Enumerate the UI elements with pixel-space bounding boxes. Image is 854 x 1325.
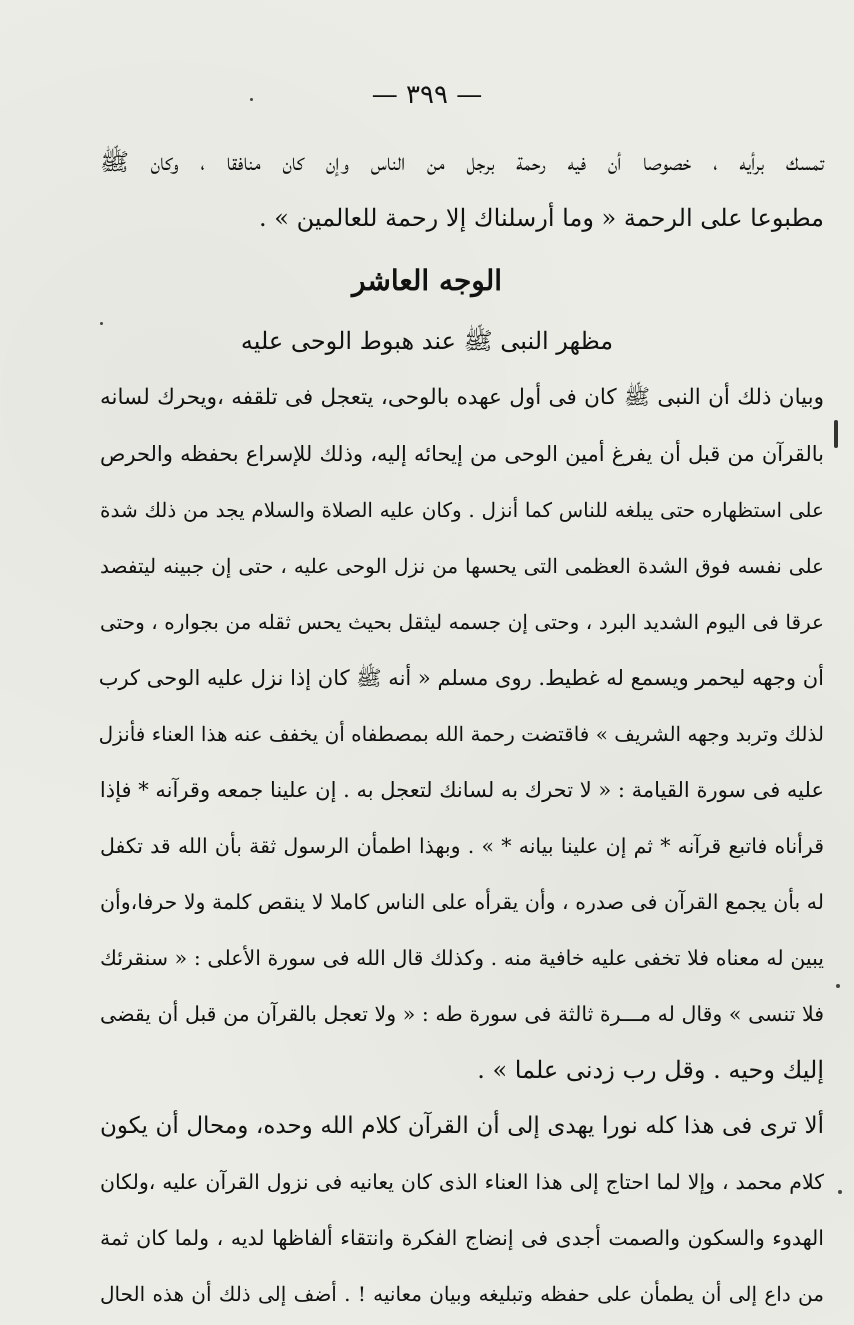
text-line-3: وبيان ذلك أن النبى ﷺ كان فى أول عهده بالوحى، يتعجل فى تلقفه ،ويحرك لسانه [100, 385, 824, 410]
text-line-19: من داع إلى أن يطمأن على حفظه وتبليغه وبيان معانيه ! . أضف إلى ذلك أن هذه الحال [100, 1282, 824, 1306]
scan-speck [250, 98, 253, 101]
text-line-2: مطبوعا على الرحمة « وما أرسلناك إلا رحمة للعالمين » . [259, 204, 824, 232]
scan-speck [100, 322, 103, 325]
text-line-17: كلام محمد ، وإلا لما احتاج إلى هذا العناء الذى كان يعانيه فى نزول القرآن عليه ،ولكان [100, 1170, 824, 1194]
section-heading: الوجه العاشر [351, 264, 503, 297]
text-line-13: يبين له معناه فلا تخفى عليه خافية منه . وكذلك قال الله فى سورة الأعلى : « سنقرئك [100, 946, 824, 970]
text-line-6: على نفسه فوق الشدة العظمى التى يحسها من نزل الوحى عليه ، حتى إن جبينه ليتفصد [100, 554, 824, 578]
text-line-16: ألا ترى فى هذا كله نورا يهدى إلى أن القرآن كلام الله وحده، ومحال أن يكون [100, 1113, 824, 1139]
text-line-8: أن وجهه ليحمر ويسمع له غطيط. روى مسلم « أنه ﷺ كان إذا نزل عليه الوحى كرب [98, 666, 824, 690]
text-line-7: عرقا فى اليوم الشديد البرد ، وحتى إن جسمه ليثقل بحيث يحس ثقله من بجواره ، وحتى [100, 610, 824, 634]
section-subheading: مظهر النبى ﷺ عند هبوط الوحى عليه [240, 327, 614, 355]
text-line-9: لذلك وتربد وجهه الشريف » فاقتضت رحمة الله بمصطفاه أن يخفف عنه هذا العناء فأنزل [98, 722, 824, 746]
text-line-12: له بأن يجمع القرآن فى صدره ، وأن يقرأه على الناس كاملا لا ينقص كلمة ولا حرفا،وأن [100, 890, 824, 914]
page-number: — ٣٩٩ — [371, 80, 483, 110]
scan-speck [836, 984, 840, 988]
text-line-15: إليك وحيه . وقل رب زدنى علما » . [477, 1056, 824, 1084]
scan-edge-mark [834, 420, 838, 448]
text-line-10: عليه فى سورة القيامة : « لا تحرك به لسانك لتعجل به . إن علينا جمعه وقرآنه * فإذا [99, 778, 824, 802]
text-line-11: قرأناه فاتبع قرآنه * ثم إن علينا بيانه * » . وبهذا اطمأن الرسول ثقة بأن الله قد تكفل [100, 834, 824, 858]
text-line-4: بالقرآن من قبل أن يفرغ أمين الوحى من إيحائه إليه، وذلك للإسراع بحفظه والحرص [100, 442, 824, 466]
text-line-18: الهدوء والسكون والصمت أجدى فى إنضاج الفكرة وانتقاء ألفاظها لديه ، ولما كان ثمة [100, 1226, 824, 1250]
text-line-14: فلا تنسى » وقال له مـــرة ثالثة فى سورة طه : « ولا تعجل بالقرآن من قبل أن يقضى [100, 1002, 824, 1026]
text-line-1: تمسك برأيه ، خصوصا أن فيه رحمة برجل من الناس وإن كان منافقا ، وكان ﷺ [100, 148, 824, 176]
text-line-5: على استظهاره حتى يبلغه للناس كما أنزل . وكان عليه الصلاة والسلام يجد من ذلك شدة [100, 498, 824, 522]
scan-speck [838, 1190, 842, 1194]
